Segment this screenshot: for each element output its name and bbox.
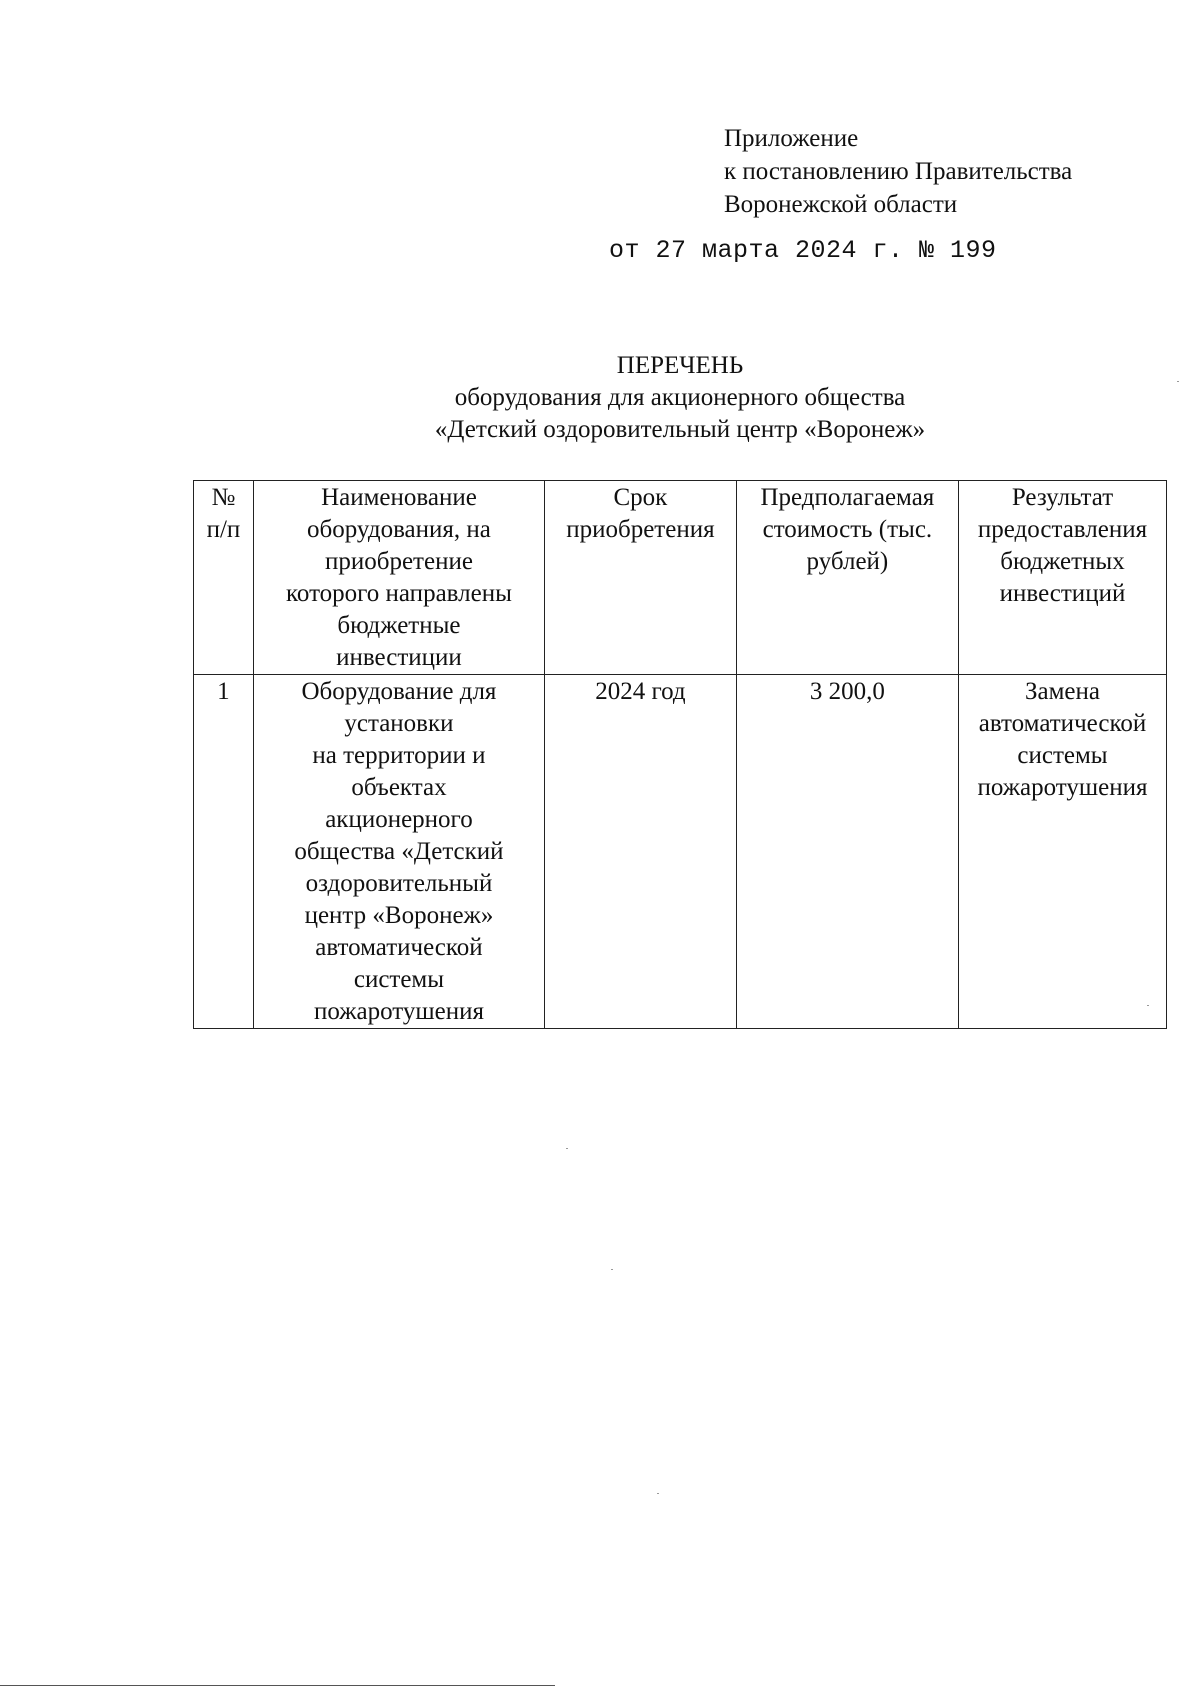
appendix-block [724, 122, 1072, 221]
cell-result [958, 675, 1166, 1029]
title-heading: ПЕРЕЧЕНЬ [616, 352, 744, 379]
cell-number [194, 675, 254, 1029]
table-row [194, 675, 1167, 1029]
cell-name [253, 675, 544, 1029]
appendix-line-2: к постановлению Правительства [724, 158, 1073, 185]
cell-number-text: 1 [217, 678, 230, 705]
table-header-row [194, 481, 1167, 675]
scan-speck [1147, 1005, 1149, 1006]
document-title [0, 350, 1200, 446]
header-cost [736, 481, 958, 675]
header-number [194, 481, 254, 675]
header-cost-text: Предполагаемая стоимость (тыс. рублей) [760, 484, 935, 575]
header-term-text: Срок приобретения [566, 484, 715, 543]
appendix-line-3: Воронежской области [724, 191, 958, 218]
title-line-3: «Детский оздоровительный центр «Воронеж» [434, 416, 926, 443]
appendix-line-1: Приложение [724, 125, 859, 152]
cell-term-text: 2024 год [595, 678, 686, 705]
equipment-table [193, 480, 1167, 1029]
document-date: от 27 марта 2024 г. № 199 [609, 236, 997, 265]
header-term [545, 481, 737, 675]
header-name [253, 481, 544, 675]
header-number-text: № п/п [206, 484, 241, 543]
cell-name-text: Оборудование для установки на территории и объектах акционерного общества «Детский оздоровительный центр «Воронеж» автоматической системы пожаротушения [294, 678, 504, 1025]
scan-speck [657, 1493, 659, 1494]
header-name-text: Наименование оборудования, на приобретение которого направлены бюджетные инвестиции [286, 484, 512, 671]
title-line-2: оборудования для акционерного общества [454, 384, 906, 411]
cell-term [545, 675, 737, 1029]
scan-edge-line [0, 1685, 555, 1686]
header-result-text: Результат предоставления бюджетных инвестиций [977, 484, 1148, 607]
scan-speck [611, 1269, 613, 1270]
scan-speck [1177, 381, 1179, 382]
scan-speck [566, 1148, 568, 1149]
header-result [958, 481, 1166, 675]
cell-cost-text: 3 200,0 [809, 678, 885, 705]
cell-cost [736, 675, 958, 1029]
cell-result-text: Замена автоматической системы пожаротушения [977, 678, 1148, 801]
